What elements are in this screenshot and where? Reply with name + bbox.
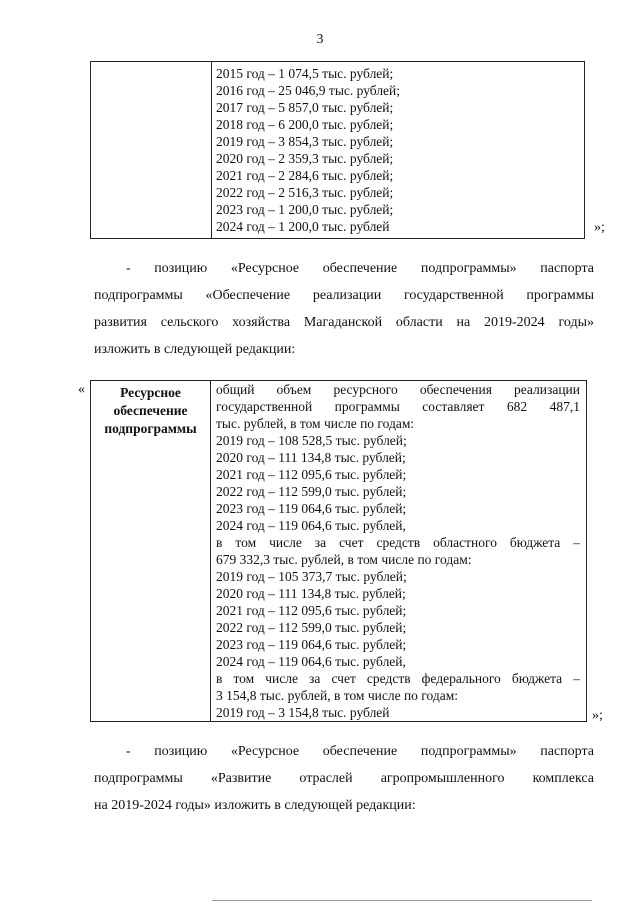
funding-line: 2020 год – 111 134,8 тыс. рублей; <box>216 450 406 465</box>
funding-line: 2021 год – 112 095,6 тыс. рублей; <box>216 467 407 482</box>
funding-line: 2017 год – 5 857,0 тыс. рублей; <box>216 100 394 115</box>
funding-table-previous <box>90 61 585 239</box>
funding-line: 2023 год – 1 200,0 тыс. рублей; <box>216 202 394 217</box>
paragraph-line: изложить в следующей редакции: <box>94 342 296 357</box>
funding-line: 2019 год – 3 854,3 тыс. рублей; <box>216 134 394 149</box>
funding-line: 2023 год – 119 064,6 тыс. рублей; <box>216 637 407 652</box>
funding-line: государственной программы составляет 682 487,1 <box>216 399 580 414</box>
funding-line: 2022 год – 2 516,3 тыс. рублей; <box>216 185 394 200</box>
funding-line: в том числе за счет средств федерального бюджета – <box>216 671 580 686</box>
opening-quote-mark: « <box>78 382 85 397</box>
funding-line: 2021 год – 2 284,6 тыс. рублей; <box>216 168 394 183</box>
paragraph-line: подпрограммы «Развитие отраслей агропромышленного комплекса <box>94 771 594 786</box>
table-label: Ресурсное <box>120 385 181 400</box>
funding-line: 2020 год – 2 359,3 тыс. рублей; <box>216 151 394 166</box>
funding-line: в том числе за счет средств областного бюджета – <box>216 535 580 550</box>
funding-line: 2022 год – 112 599,0 тыс. рублей; <box>216 620 407 635</box>
funding-line: 2024 год – 1 200,0 тыс. рублей <box>216 219 390 234</box>
funding-line: 3 154,8 тыс. рублей, в том числе по годам: <box>216 688 459 703</box>
instruction-paragraph <box>94 738 594 819</box>
funding-line: 2019 год – 105 373,7 тыс. рублей; <box>216 569 407 584</box>
paragraph-line: - позицию «Ресурсное обеспечение подпрограммы» паспорта <box>126 261 594 276</box>
paragraph-line: развития сельского хозяйства Магаданской области на 2019-2024 годы» <box>94 315 594 330</box>
resource-table <box>90 380 587 722</box>
funding-line: 2024 год – 119 064,6 тыс. рублей, <box>216 518 406 533</box>
funding-line: 2022 год – 112 599,0 тыс. рублей; <box>216 484 407 499</box>
funding-line: 2019 год – 108 528,5 тыс. рублей; <box>216 433 407 448</box>
funding-line: 2020 год – 111 134,8 тыс. рублей; <box>216 586 406 601</box>
closing-quote-mark: »; <box>592 708 603 723</box>
table-right-cell <box>212 62 585 239</box>
funding-line: 2024 год – 119 064,6 тыс. рублей, <box>216 654 406 669</box>
funding-line: 2021 год – 112 095,6 тыс. рублей; <box>216 603 407 618</box>
bottom-divider <box>212 900 592 901</box>
funding-line: 2016 год – 25 046,9 тыс. рублей; <box>216 83 401 98</box>
paragraph-line: на 2019-2024 годы» изложить в следующей редакции: <box>94 798 416 813</box>
page-number: 3 <box>316 32 324 47</box>
funding-line: 2023 год – 119 064,6 тыс. рублей; <box>216 501 407 516</box>
table-label: обеспечение <box>113 403 188 418</box>
table-left-cell <box>91 62 212 239</box>
funding-line: 2018 год – 6 200,0 тыс. рублей; <box>216 117 394 132</box>
table-value-cell <box>211 381 587 722</box>
funding-line: 2015 год – 1 074,5 тыс. рублей; <box>216 66 394 81</box>
funding-line: тыс. рублей, в том числе по годам: <box>216 416 415 431</box>
table-label-cell <box>91 381 211 722</box>
paragraph-line: - позицию «Ресурсное обеспечение подпрограммы» паспорта <box>126 744 594 759</box>
funding-line: 2019 год – 3 154,8 тыс. рублей <box>216 705 390 720</box>
funding-line: общий объем ресурсного обеспечения реализации <box>216 382 580 397</box>
closing-quote-mark: »; <box>594 220 605 235</box>
instruction-paragraph <box>94 255 594 363</box>
paragraph-line: подпрограммы «Обеспечение реализации государственной программы <box>94 288 594 303</box>
funding-line: 679 332,3 тыс. рублей, в том числе по годам: <box>216 552 472 567</box>
table-label: подпрограммы <box>104 421 197 436</box>
